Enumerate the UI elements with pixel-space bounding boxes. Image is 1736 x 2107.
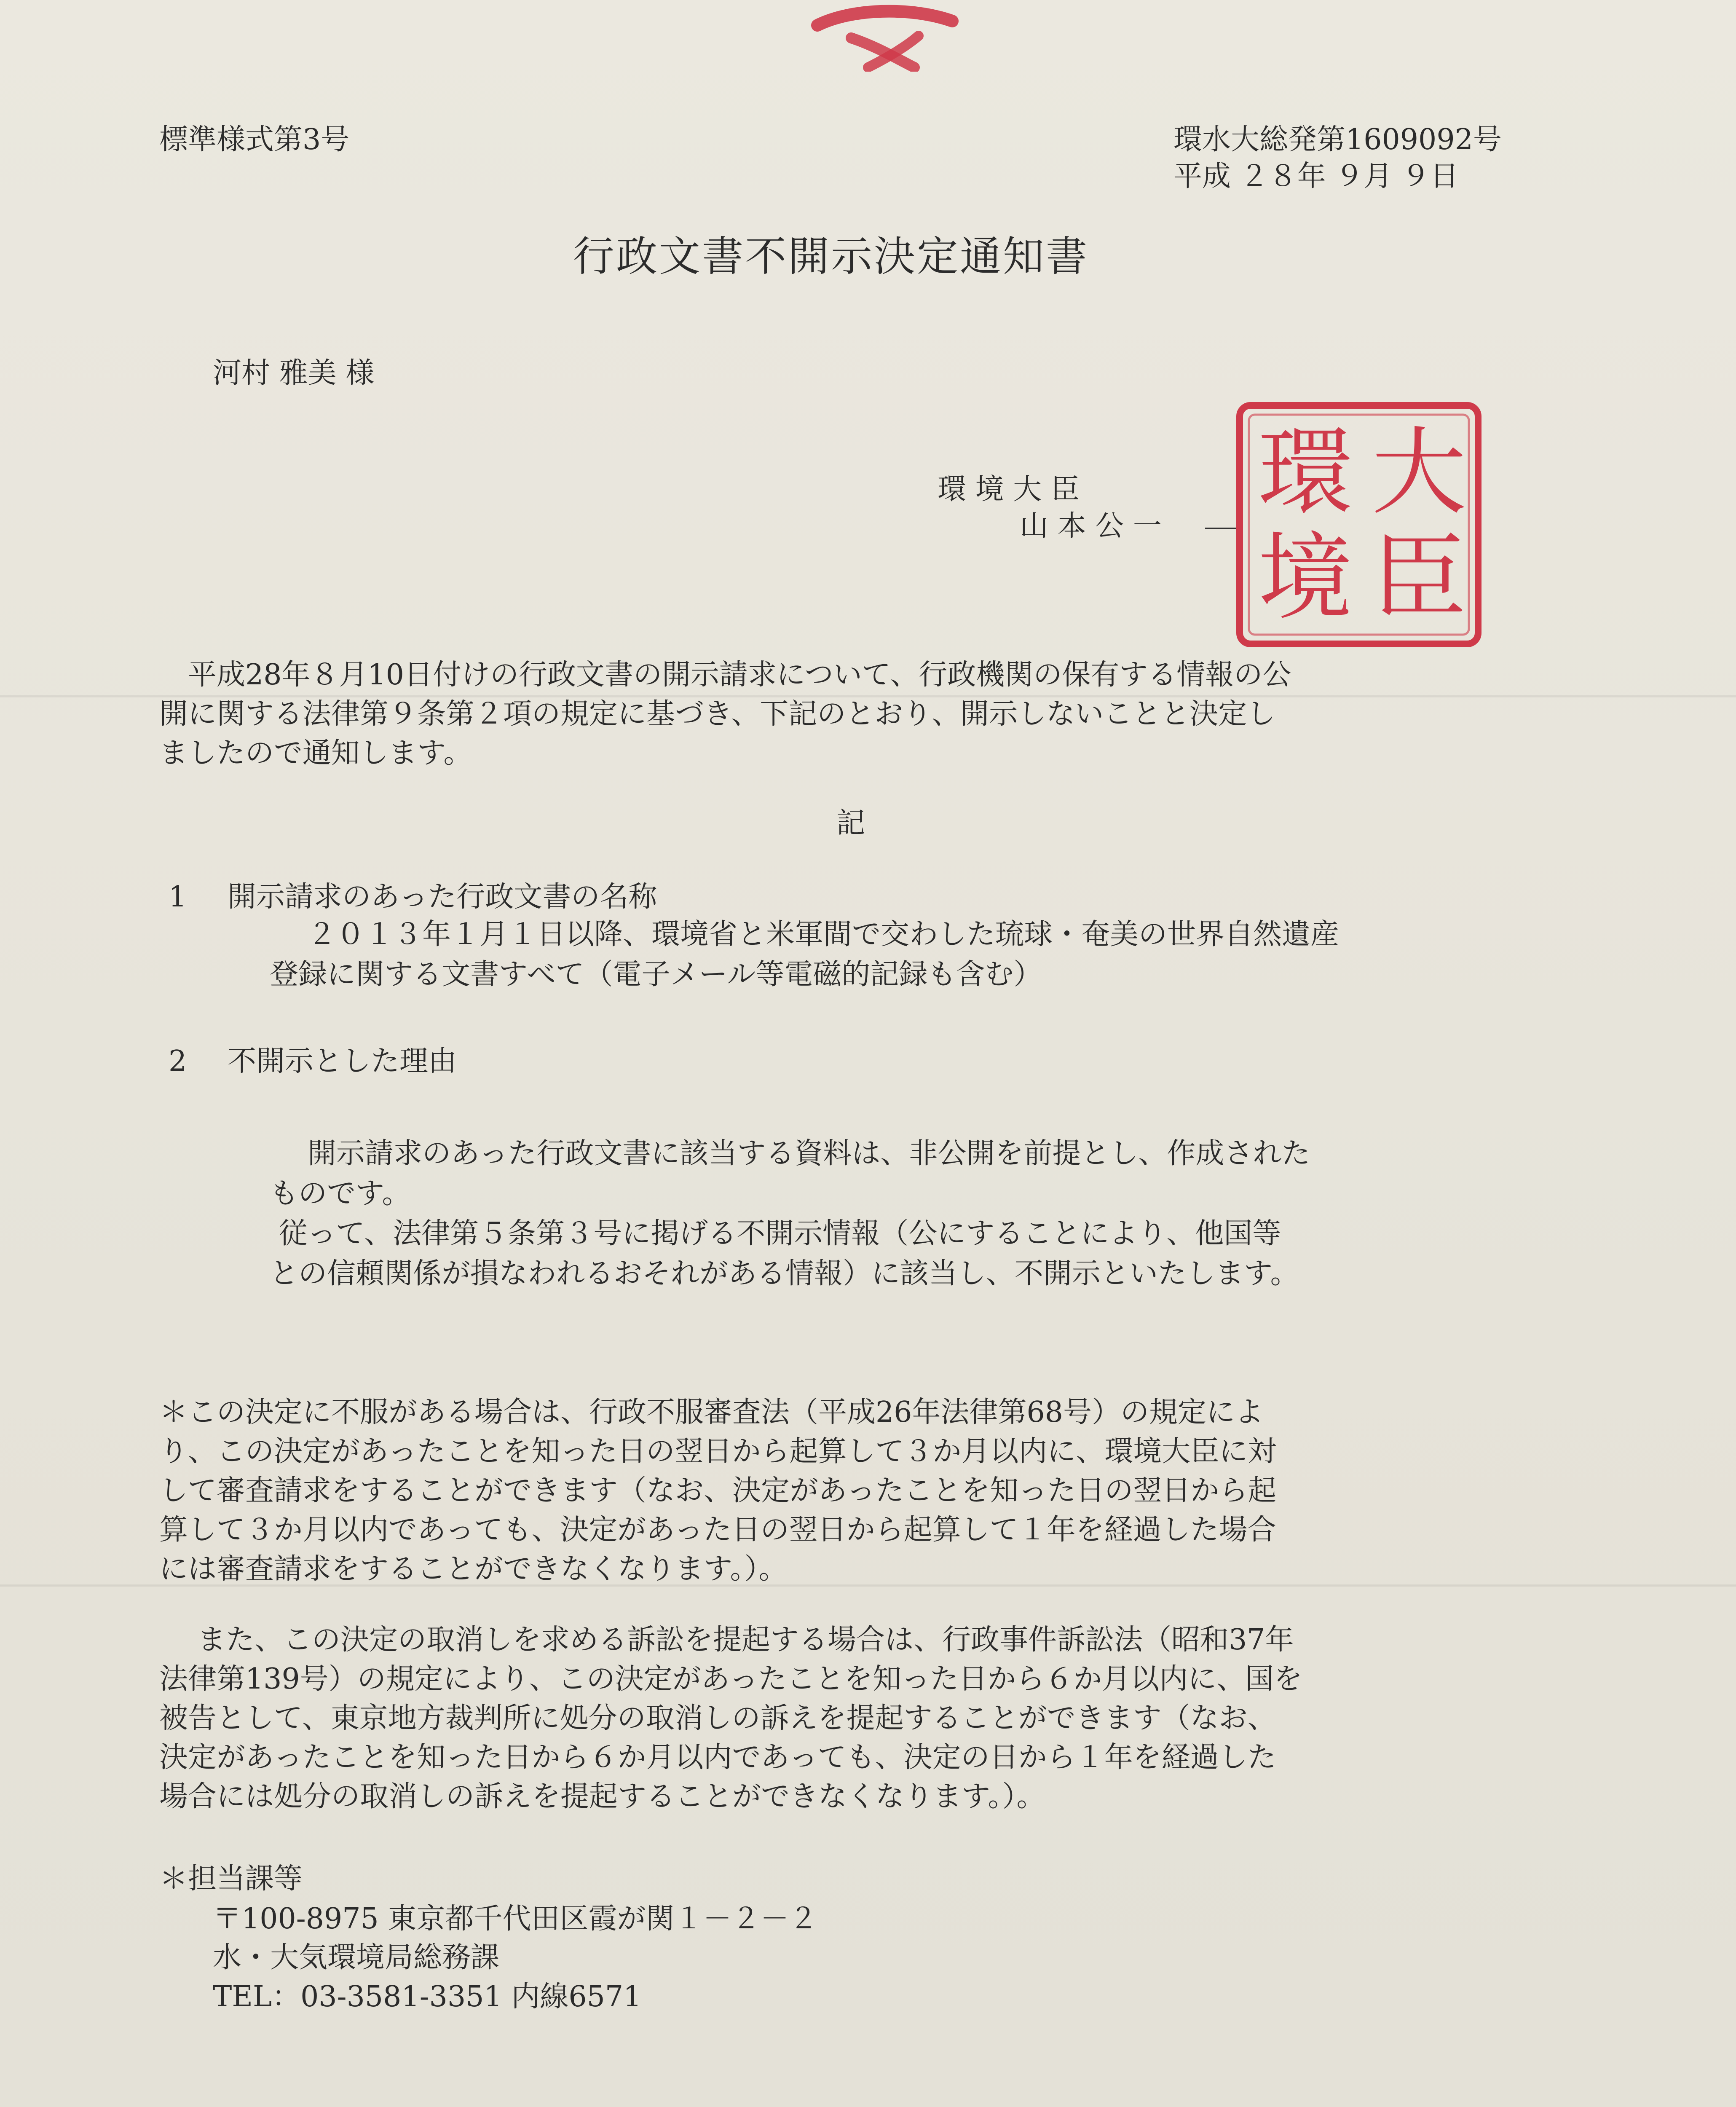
appeal-notice: ＊この決定に不服がある場合は、行政不服審査法（平成26年法律第68号）の規定によ り、この決定があったことを知った日の翌日から起算して３か月以内に、環境大臣に対 して審査請求をすることができます（なお、決定があったことを知った日の翌日から起 算して３か月以内であっても、決定があった日の翌日から起算して１年を経過した場合 には審査請求をすることができなくなります。）。 — [159, 1396, 1277, 1586]
contact-bureau: 水・大気環境局総務課 — [213, 1941, 500, 1974]
item2-body: 開示請求のあった行政文書に該当する資料は、非公開を前提とし、作成された ものです。 従って、法律第５条第３号に掲げる不開示情報（公にすることにより、他国等 との信頼関係が損なわれるおそれがある情報）に該当し、不開示といたします。 — [270, 1137, 1310, 1290]
item2-heading: 不開示とした理由 — [228, 1045, 457, 1078]
contact-address: 〒100-8975 東京都千代田区霞が関１－２－２ — [213, 1902, 818, 1935]
top-stamp-mark — [801, 0, 969, 72]
item2-number: 2 — [169, 1045, 187, 1078]
item1-heading: 開示請求のあった行政文書の名称 — [228, 880, 657, 914]
contact-heading: ＊担当課等 — [159, 1862, 303, 1895]
contact-telephone: TEL：03-3581-3351 内線6571 — [213, 1980, 642, 2013]
seal-char-3: 環 — [1258, 418, 1353, 528]
item1-body: ２０１３年１月１日以降、環境省と米軍間で交わした琉球・奄美の世界自然遺産 登録に関する文書すべて（電子メール等電磁的記録も含む） — [270, 918, 1340, 991]
seal-char-1: 大 — [1372, 418, 1466, 528]
intro-paragraph: 平成28年８月10日付けの行政文書の開示請求について、行政機関の保有する情報の公 開に関する法律第９条第２項の規定に基づき、下記のとおり、開示しないことと決定し ましたので通知します。 — [159, 658, 1291, 770]
addressee: 河村 雅美 様 — [213, 357, 375, 390]
signature-line — [1205, 528, 1239, 529]
document-number: 環水大総発第1609092号 — [1173, 123, 1502, 156]
document-title: 行政文書不開示決定通知書 — [573, 233, 1089, 281]
form-number: 標準様式第3号 — [159, 123, 350, 156]
seal-char-2: 臣 — [1372, 523, 1466, 633]
issuer-title: 環 境 大 臣 — [938, 473, 1080, 506]
issue-date: 平成 ２８年 ９月 ９日 — [1173, 160, 1459, 193]
seal-char-4: 境 — [1258, 523, 1353, 633]
item1-number: 1 — [169, 880, 187, 914]
issuer-name: 山 本 公 一 — [1020, 509, 1162, 543]
lawsuit-notice: また、この決定の取消しを求める訴訟を提起する場合は、行政事件訴訟法（昭和37年 法律第139号）の規定により、この決定があったことを知った日から６か月以内に、国を 被告として、東京地方裁判所に処分の取消しの訴えを提起することができます（なお、 決定があったことを知った日から６か月以内であっても、決定の日から１年を経過した 場合には処分の取消しの訴えを提起することができなくなります。）。 — [159, 1623, 1303, 1813]
ki-heading: 記 — [836, 807, 865, 840]
